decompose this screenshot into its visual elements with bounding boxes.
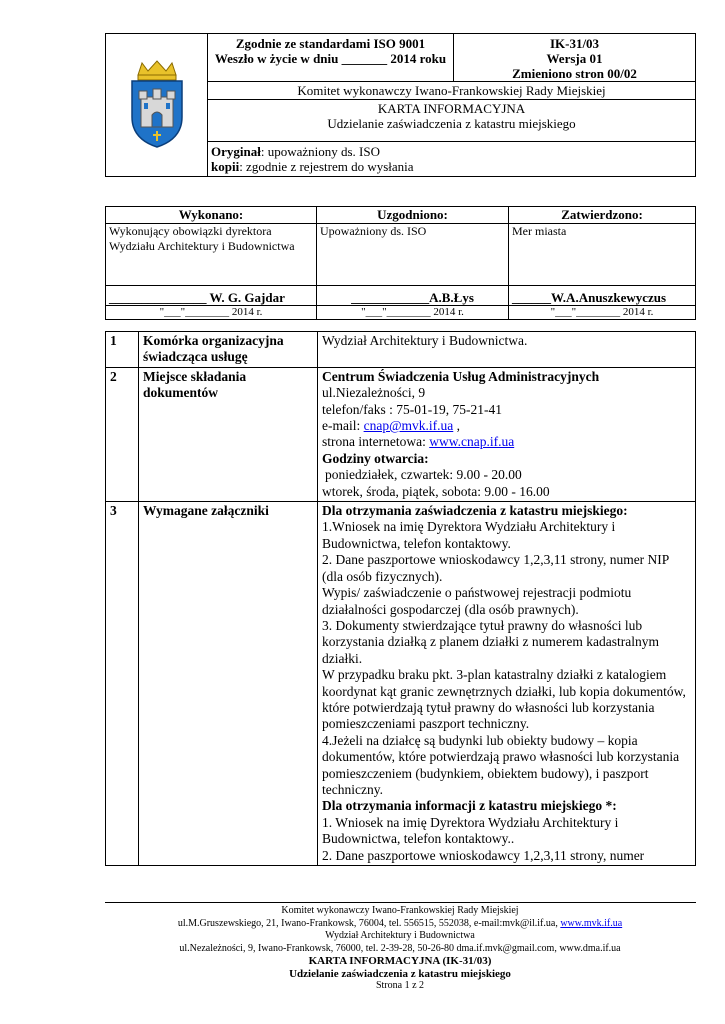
service-center-phone: telefon/faks : 75-01-19, 75-21-41	[322, 401, 502, 417]
signature-gajdar: _______________ W. G. Gajdar	[106, 286, 317, 306]
service-center-www-link[interactable]: www.cnap.if.ua	[429, 434, 515, 450]
attachment-item: Wypis/ zaświadczenie o państwowej rejestracji podmiotu działalności gospodarczej (dla osób prawnych).	[322, 585, 632, 617]
approval-head-prepared: Wykonano:	[106, 207, 317, 224]
distribution-notes	[208, 142, 696, 177]
footer-divider	[105, 902, 696, 903]
row-label-attachments: Wymagane załączniki	[139, 502, 318, 866]
signature-anuszkewyczus: ______W.A.Anuszkewyczus	[509, 286, 696, 306]
approval-agreed-role	[317, 224, 509, 286]
service-center-address: ul.Niezależności, 9	[322, 385, 426, 401]
original-note	[211, 144, 692, 159]
date-approved: "___"________ 2014 r.	[509, 306, 696, 320]
original-value: : upoważniony ds. ISO	[260, 144, 381, 159]
footer-committee: Komitet wykonawczy Iwano-Frankowskiej Rady Miejskiej	[281, 905, 519, 916]
footer-doc-subtitle: Udzielanie zaświadczenia z katastru miejskiego	[289, 967, 511, 980]
attachment-item: W przypadku braku pkt. 3-plan katastralny działki z katalogiem koordynat kąt granic zewnętrznych działki, lub kopia dokumentów, które potwierdzają tytuł prawny do własności lub korzystania pomieszczeniami paszport techniczny.	[322, 667, 686, 732]
footer-address-text: ul.M.Gruszewskiego, 21, Iwano-Frankowsk, 76004, tel. 556515, 552038, e-mail:mvk@il.if.ua,	[177, 917, 561, 929]
table-row	[106, 367, 696, 501]
info-table	[105, 331, 696, 866]
service-center-name: Centrum Świadczenia Usług Administracyjnych	[322, 368, 600, 384]
service-center-www-line	[322, 434, 691, 450]
coat-of-arms-logo	[126, 59, 188, 149]
attachments-heading-information: Dla otrzymania informacji z katastru miejskiego *:	[322, 798, 617, 814]
footer-committee-address	[80, 918, 720, 931]
row-value-attachments	[318, 502, 696, 866]
attachment-item: 4.Jeżeli na działcę są budynki lub obiekty budowy – kopia dokumentów, które potwierdzają prawo własności lub korzystania pomieszczeniem (budynkiem, obiektem budowy), i paszport techniczny.	[322, 732, 680, 797]
service-center-email-link[interactable]: cnap@mvk.if.ua	[363, 418, 454, 434]
date-prepared: "___"________ 2014 r.	[106, 306, 317, 320]
email-suffix: ,	[453, 418, 461, 434]
attachment-item: 2. Dane paszportowe wnioskodawcy 1,2,3,11 strony, numer	[322, 847, 645, 863]
row-value-place	[318, 367, 696, 501]
opening-hours-mon-thu: poniedziałek, czwartek: 9.00 - 20.00	[325, 467, 522, 483]
opening-hours-heading: Godziny otwarcia:	[322, 450, 429, 466]
signature-lys: ____________A.B.Łys	[317, 286, 509, 306]
copies-label: kopii	[211, 159, 240, 174]
page-footer	[80, 905, 720, 993]
row-number: 2	[106, 367, 139, 501]
iso-info-cell	[208, 34, 454, 82]
row-value-unit: Wydział Architektury i Budownictwa.	[318, 332, 696, 368]
table-row	[106, 332, 696, 368]
approved-role-text: Mer miasta	[512, 224, 567, 238]
attachment-item: 2. Dane paszportowe wnioskodawcy 1,2,3,11 strony, numer NIP (dla osób fizycznych).	[322, 552, 669, 584]
footer-page-number: Strona 1 z 2	[375, 980, 425, 991]
karta-subtitle: Udzielanie zaświadczenia z katastru miejskiego	[327, 116, 576, 131]
row-label-place: Miejsce składania dokumentów	[139, 367, 318, 501]
date-agreed: "___"________ 2014 r.	[317, 306, 509, 320]
karta-title: KARTA INFORMACYJNA	[377, 101, 526, 116]
row-number: 3	[106, 502, 139, 866]
footer-department: Wydział Architektury i Budownictwa	[325, 930, 475, 941]
copies-value: : zgodnie z rejestrem do wysłania	[239, 159, 414, 174]
header-table	[105, 33, 696, 177]
coat-of-arms-cell	[106, 34, 208, 177]
approval-head-approved: Zatwierdzono:	[509, 207, 696, 224]
row-number: 1	[106, 332, 139, 368]
original-label: Oryginał	[211, 144, 261, 159]
attachment-item: 1. Wniosek na imię Dyrektora Wydziału Architektury i Budownictwa, telefon kontaktowy..	[322, 814, 619, 847]
opening-hours-other: wtorek, środa, piątek, sobota: 9.00 - 16.00	[322, 483, 550, 499]
approval-approved-role	[509, 224, 696, 286]
doc-code: IK-31/03	[549, 36, 600, 51]
service-center-email-line	[322, 418, 691, 434]
attachment-item: 1.Wniosek na imię Dyrektora Wydziału Architektury i Budownictwa, telefon kontaktowy.	[322, 519, 616, 551]
table-row	[106, 502, 696, 866]
version-info-cell	[454, 34, 696, 82]
footer-doc-title: KARTA INFORMACYJNA (IK-31/03)	[308, 955, 492, 967]
approval-prepared-role	[106, 224, 317, 286]
footer-department-address: ul.Nezależności, 9, Iwano-Frankowsk, 76000, tel. 2-39-28, 50-26-80 dma.if.mvk@gmail.com, www.dma.if.ua	[179, 942, 621, 954]
doc-version: Wersja 01	[546, 51, 603, 66]
agreed-role-text: Upoważniony ds. ISO	[320, 224, 427, 238]
approval-head-agreed: Uzgodniono:	[317, 207, 509, 224]
email-prefix: e-mail:	[322, 418, 364, 434]
copies-note	[211, 159, 692, 174]
attachments-heading-certificate: Dla otrzymania zaświadczenia z katastru miejskiego:	[322, 503, 628, 519]
changed-pages: Zmieniono stron 00/02	[512, 66, 637, 81]
karta-title-cell	[208, 100, 696, 142]
committee-name: Komitet wykonawczy Iwano-Frankowskiej Rady Miejskiej	[208, 82, 696, 100]
iso-standard-line: Zgodnie ze standardami ISO 9001	[235, 36, 426, 51]
effective-date-line: Weszło w życie w dniu _______ 2014 roku	[214, 51, 447, 66]
row-label-unit: Komórka organizacyjna świadcząca usługę	[139, 332, 318, 368]
attachment-item: 3. Dokumenty stwierdzające tytuł prawny do własności lub korzystania działką z planem działki z numerem kadastralnym działki.	[322, 617, 659, 666]
approval-table	[105, 206, 696, 320]
www-prefix: strona internetowa:	[322, 434, 430, 450]
footer-mvk-link[interactable]: www.mvk.if.ua	[560, 917, 623, 929]
prepared-role-text: Wykonujący obowiązki dyrektora Wydziału Architektury i Budownictwa	[109, 224, 295, 253]
